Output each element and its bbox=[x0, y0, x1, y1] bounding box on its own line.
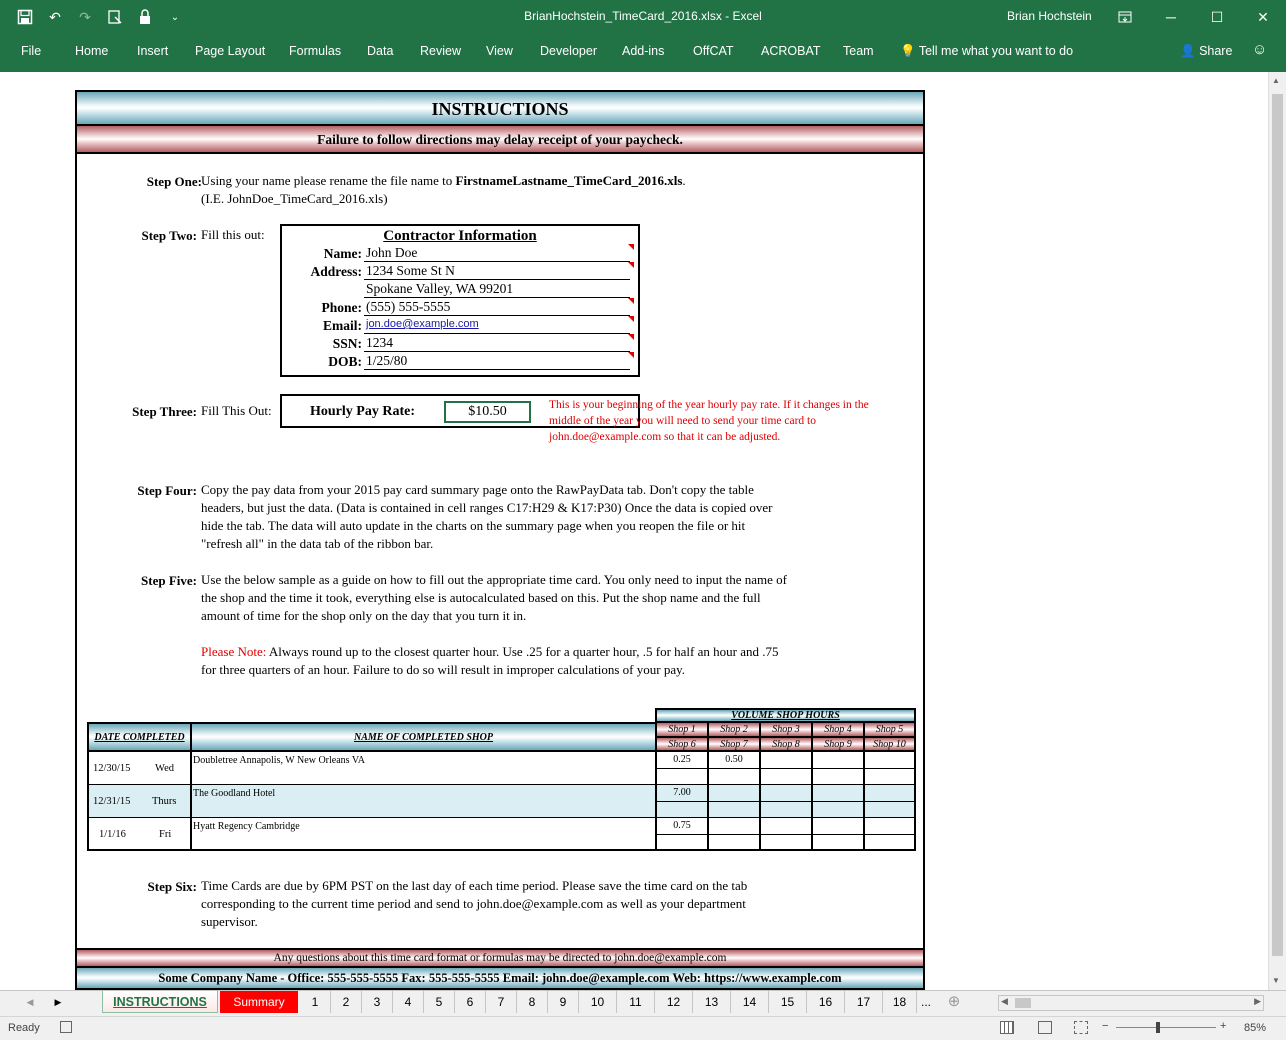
contractor-info-title: Contractor Information bbox=[383, 228, 537, 244]
customize-qat-icon[interactable]: ⌄ bbox=[170, 11, 180, 23]
step-four-line2: headers, but just the data. (Data is contained in cell ranges C17:H29 & K17:P30) Once the data is copied over bbox=[201, 500, 773, 515]
step-three-label: Step Three: bbox=[132, 404, 197, 419]
step-one-text: Using your name please rename the file name to FirstnameLastname_TimeCard_2016.xls. bbox=[201, 173, 686, 188]
step-five-line1: Use the below sample as a guide on how to fill out the appropriate time card. You only need to input the name of bbox=[201, 572, 787, 587]
tab-sheet-16[interactable]: 16 bbox=[807, 991, 845, 1013]
step-one-label: Step One: bbox=[146, 174, 202, 189]
tell-me-text: Tell me what you want to do bbox=[918, 44, 1074, 58]
status-bar bbox=[0, 1016, 1286, 1040]
phone-label: Phone: bbox=[321, 300, 362, 315]
row-date[interactable]: 12/30/15 bbox=[93, 763, 131, 774]
tab-summary[interactable]: Summary bbox=[220, 991, 298, 1013]
shop-1-header: Shop 1 bbox=[656, 722, 708, 737]
address-line2-field[interactable]: Spokane Valley, WA 99201 bbox=[364, 280, 630, 298]
close-icon[interactable]: ✕ bbox=[1257, 8, 1269, 25]
volume-shop-hours-header: VOLUME SHOP HOURS bbox=[655, 708, 916, 722]
scroll-up-icon[interactable]: ▲ bbox=[1272, 76, 1280, 85]
hourly-pay-rate-field[interactable]: $10.50 bbox=[444, 401, 531, 423]
tab-sheet-14[interactable]: 14 bbox=[731, 991, 769, 1013]
title-bar bbox=[0, 0, 1286, 34]
tab-sheet-15[interactable]: 15 bbox=[769, 991, 807, 1013]
address-line1-field[interactable]: 1234 Some St N bbox=[364, 262, 630, 280]
tab-team[interactable]: Team bbox=[843, 44, 874, 58]
tab-view[interactable]: View bbox=[486, 44, 513, 58]
shop-3-header: Shop 3 bbox=[760, 722, 812, 737]
instructions-title: INSTRUCTIONS bbox=[77, 92, 923, 126]
tab-sheet-10[interactable]: 10 bbox=[579, 991, 617, 1013]
row-shop1-hours[interactable]: 0.75 bbox=[656, 818, 708, 835]
vertical-scrollbar[interactable] bbox=[1268, 72, 1286, 990]
ssn-field[interactable]: 1234 bbox=[364, 334, 630, 352]
shop-7-header: Shop 7 bbox=[708, 737, 760, 752]
phone-field[interactable]: (555) 555-5555 bbox=[364, 298, 630, 316]
ribbon-tabs bbox=[0, 34, 1286, 72]
tab-data[interactable]: Data bbox=[367, 44, 394, 58]
instructions-subtitle: Failure to follow directions may delay receipt of your paycheck. bbox=[77, 126, 923, 154]
sample-time-card-table bbox=[87, 708, 917, 851]
macro-record-icon[interactable] bbox=[60, 1021, 72, 1033]
row-shop1-hours[interactable]: 7.00 bbox=[656, 785, 708, 802]
lightbulb-icon: 💡 bbox=[900, 44, 916, 58]
step-six-line3: supervisor. bbox=[201, 914, 258, 929]
status-ready: Ready bbox=[8, 1022, 40, 1034]
tell-me-box[interactable] bbox=[900, 44, 1073, 59]
tab-sheet-4[interactable]: 4 bbox=[393, 991, 424, 1013]
next-sheet-icon[interactable]: ▶ bbox=[54, 997, 62, 1007]
shop-name-header: NAME OF COMPLETED SHOP bbox=[191, 722, 656, 752]
company-footer: Some Company Name - Office: 555-555-5555 Fax: 555-555-5555 Email: john.doe@example.com Web: https://www.example.com bbox=[77, 966, 923, 988]
tab-offcat[interactable]: OffCAT bbox=[693, 44, 734, 58]
row-shop-name[interactable]: Hyatt Regency Cambridge bbox=[193, 821, 300, 832]
row-date[interactable]: 1/1/16 bbox=[99, 829, 126, 840]
tab-acrobat[interactable]: ACROBAT bbox=[761, 44, 821, 58]
step-six-label: Step Six: bbox=[147, 879, 197, 894]
zoom-slider[interactable] bbox=[1116, 1027, 1216, 1028]
name-field[interactable]: John Doe bbox=[364, 244, 630, 262]
pay-rate-note: This is your beginning of the year hourly pay rate. If it changes in the middle of the year you will need to send your time card to john.doe@example.com so that it can be adjusted. bbox=[549, 399, 869, 443]
date-completed-header: DATE COMPLETED bbox=[87, 722, 191, 752]
row-date[interactable]: 12/31/15 bbox=[93, 796, 131, 807]
tab-sheet-5[interactable]: 5 bbox=[424, 991, 455, 1013]
tab-file[interactable]: File bbox=[21, 44, 42, 58]
tab-page-layout[interactable]: Page Layout bbox=[195, 44, 266, 58]
zoom-slider-thumb[interactable] bbox=[1156, 1022, 1160, 1033]
maximize-icon[interactable]: ☐ bbox=[1210, 8, 1224, 25]
redo-icon[interactable]: ↷ bbox=[79, 8, 91, 25]
row-shop-name[interactable]: The Goodland Hotel bbox=[193, 788, 276, 799]
row-day: Fri bbox=[159, 829, 172, 840]
tab-developer[interactable]: Developer bbox=[540, 44, 597, 58]
shop-8-header: Shop 8 bbox=[760, 737, 812, 752]
tab-sheet-17[interactable]: 17 bbox=[845, 991, 883, 1013]
tab-sheet-2[interactable]: 2 bbox=[331, 991, 362, 1013]
step-four-line4: "refresh all" in the data tab of the ribbon bar. bbox=[201, 536, 434, 551]
contractor-information-box bbox=[280, 224, 640, 377]
zoom-level[interactable]: 85% bbox=[1244, 1022, 1267, 1034]
sheet-tab-bar bbox=[0, 990, 1286, 1016]
tab-sheet-13[interactable]: 13 bbox=[693, 991, 731, 1013]
shop-5-header: Shop 5 bbox=[864, 722, 916, 737]
scroll-left-icon[interactable]: ◀ bbox=[1001, 996, 1008, 1006]
share-button[interactable] bbox=[1180, 44, 1232, 59]
row-shop1-hours[interactable]: 0.25 bbox=[656, 752, 708, 769]
shop-9-header: Shop 9 bbox=[812, 737, 864, 752]
step-three-text: Fill This Out: bbox=[201, 403, 272, 418]
email-label: Email: bbox=[323, 318, 362, 333]
tab-home[interactable]: Home bbox=[75, 44, 109, 58]
new-sheet-icon[interactable]: ⊕ bbox=[947, 993, 961, 1010]
feedback-icon[interactable]: ☺ bbox=[1252, 41, 1268, 58]
step-six-line1: Time Cards are due by 6PM PST on the last day of each time period. Please save the time card on the tab bbox=[201, 878, 748, 893]
step-five-note-line1: Please Note: Always round up to the closest quarter hour. Use .25 for a quarter hour, .5 for half an hour and .75 bbox=[201, 644, 779, 659]
step-five-line2: the shop and the time it took, everything else is autocalculated based on this. Put the shop name and the full bbox=[201, 590, 761, 605]
horizontal-scrollbar[interactable] bbox=[998, 995, 1264, 1011]
tab-sheet-3[interactable]: 3 bbox=[362, 991, 393, 1013]
tab-sheet-12[interactable]: 12 bbox=[655, 991, 693, 1013]
step-five-label: Step Five: bbox=[141, 573, 197, 588]
step-four-line1: Copy the pay data from your 2015 pay card summary page onto the RawPayData tab. Don't copy the table bbox=[201, 482, 754, 497]
tab-insert[interactable]: Insert bbox=[137, 44, 169, 58]
user-name[interactable]: Brian Hochstein bbox=[1007, 9, 1092, 23]
window-title: BrianHochstein_TimeCard_2016.xlsx - Excel bbox=[524, 9, 762, 23]
page-layout-view-icon[interactable] bbox=[1038, 1021, 1052, 1034]
tab-sheet-6[interactable]: 6 bbox=[455, 991, 486, 1013]
step-six-line2: corresponding to the current time period and send to john.doe@example.com as well as your department bbox=[201, 896, 746, 911]
tab-sheet-11[interactable]: 11 bbox=[617, 991, 655, 1013]
dob-field[interactable]: 1/25/80 bbox=[364, 352, 630, 370]
step-one-example: (I.E. JohnDoe_TimeCard_2016.xls) bbox=[201, 191, 388, 206]
row-day: Thurs bbox=[152, 796, 177, 807]
tab-sheet-7[interactable]: 7 bbox=[486, 991, 517, 1013]
tab-add-ins[interactable]: Add-ins bbox=[622, 44, 665, 58]
person-icon: 👤 bbox=[1180, 44, 1196, 58]
horizontal-scroll-thumb[interactable] bbox=[1015, 998, 1031, 1008]
more-tabs[interactable]: ... bbox=[920, 995, 931, 1009]
scroll-down-icon[interactable]: ▼ bbox=[1272, 976, 1280, 985]
step-four-label: Step Four: bbox=[137, 483, 197, 498]
tab-instructions[interactable]: INSTRUCTIONS bbox=[102, 991, 218, 1013]
undo-icon[interactable]: ↶ bbox=[49, 8, 61, 25]
step-two-label: Step Two: bbox=[141, 228, 197, 243]
address-label: Address: bbox=[310, 264, 362, 279]
scroll-right-icon[interactable]: ▶ bbox=[1254, 996, 1261, 1006]
tab-review[interactable]: Review bbox=[420, 44, 461, 58]
row-day: Wed bbox=[155, 763, 174, 774]
zoom-out-icon[interactable]: − bbox=[1102, 1020, 1109, 1032]
hourly-pay-rate-label: Hourly Pay Rate: bbox=[310, 404, 415, 419]
step-five-note-line2: for three quarters of an hour. Failure to do so will result in improper calculations of your pay. bbox=[201, 662, 686, 677]
step-two-text: Fill this out: bbox=[201, 227, 265, 242]
tab-sheet-1[interactable]: 1 bbox=[300, 991, 331, 1013]
row-shop2-hours[interactable]: 0.50 bbox=[708, 752, 760, 769]
ssn-label: SSN: bbox=[332, 336, 362, 351]
shop-6-header: Shop 6 bbox=[656, 737, 708, 752]
tab-formulas[interactable]: Formulas bbox=[289, 44, 342, 58]
prev-sheet-icon[interactable]: ◀ bbox=[26, 997, 34, 1007]
instructions-document bbox=[75, 90, 925, 990]
tab-sheet-8[interactable]: 8 bbox=[517, 991, 548, 1013]
tab-sheet-9[interactable]: 9 bbox=[548, 991, 579, 1013]
email-field[interactable]: jon.doe@example.com bbox=[364, 316, 630, 334]
vertical-scroll-thumb[interactable] bbox=[1272, 94, 1283, 956]
minimize-icon[interactable]: ─ bbox=[1166, 9, 1176, 25]
step-five-line3: amount of time for the shop only on the day that you turn it in. bbox=[201, 608, 527, 623]
row-shop-name[interactable]: Doubletree Annapolis, W New Orleans VA bbox=[193, 755, 366, 766]
name-label: Name: bbox=[323, 246, 362, 261]
shop-2-header: Shop 2 bbox=[708, 722, 760, 737]
worksheet[interactable] bbox=[0, 72, 1268, 990]
step-four-line3: hide the tab. The data will auto update in the charts on the summary page when you reopen the file or hit bbox=[201, 518, 746, 533]
zoom-in-icon[interactable]: + bbox=[1220, 1020, 1227, 1032]
questions-footer: Any questions about this time card format or formulas may be directed to john.doe@example.com bbox=[77, 948, 923, 966]
share-label: Share bbox=[1199, 44, 1233, 58]
shop-10-header: Shop 10 bbox=[864, 737, 916, 752]
tab-sheet-18[interactable]: 18 bbox=[883, 991, 917, 1013]
dob-label: DOB: bbox=[328, 354, 362, 369]
shop-4-header: Shop 4 bbox=[812, 722, 864, 737]
normal-view-icon[interactable] bbox=[1000, 1021, 1014, 1034]
ribbon-display-options-icon[interactable] bbox=[1102, 0, 1148, 34]
page-break-view-icon[interactable] bbox=[1074, 1021, 1088, 1034]
